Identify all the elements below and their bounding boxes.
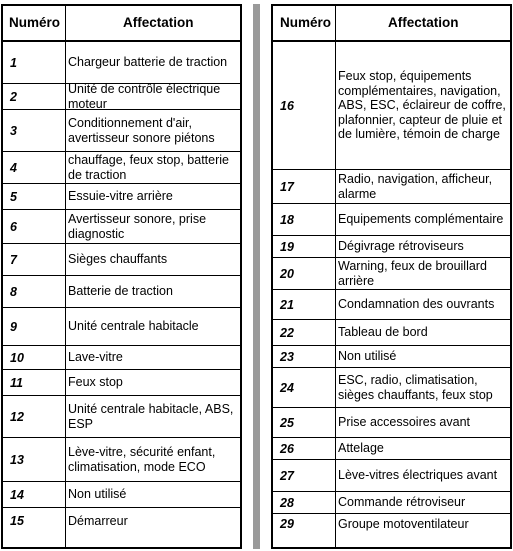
fuse-assignment: Feux stop, équipements complémentaires, navigation, ABS, ESC, éclaireur de coffre, plafonnier, capteur de pluie et de lumière, témoin de charge: [338, 69, 506, 142]
fuse-number: 25: [280, 415, 294, 430]
fuse-number: 27: [280, 468, 294, 483]
header-affectation: Affectation: [123, 15, 194, 30]
table-row: [273, 492, 510, 514]
table-row: [273, 290, 510, 320]
fuse-assignment: Non utilisé: [68, 487, 127, 502]
table-header: [273, 6, 510, 42]
table-row: [3, 276, 240, 308]
fuse-assignment: chauffage, feux stop, batterie de traction: [68, 153, 229, 182]
fuse-table-right: [271, 4, 512, 549]
table-row: [3, 370, 240, 396]
table-row: [3, 508, 240, 534]
fuse-number: 10: [10, 350, 24, 365]
table-row: [3, 152, 240, 184]
fuse-number: 23: [280, 349, 294, 364]
fuse-assignment: Feux stop: [68, 375, 123, 390]
fuse-assignment: Démarreur: [68, 513, 128, 528]
fuse-assignment: Groupe motoventilateur: [338, 516, 469, 531]
fuse-number: 13: [10, 452, 24, 467]
table-row: [273, 346, 510, 368]
fuse-number: 9: [10, 319, 17, 334]
fuse-assignment: Condamnation des ouvrants: [338, 297, 495, 312]
table-row: [273, 460, 510, 492]
fuse-assignment: Unité centrale habitacle, ABS, ESP: [68, 402, 234, 431]
fuse-assignment: Unité de contrôle électrique moteur: [68, 82, 221, 111]
table-row: [3, 308, 240, 346]
fuse-assignment: Equipements complémentaire: [338, 212, 504, 227]
fuse-assignment: Commande rétroviseur: [338, 495, 466, 510]
table-row: [273, 258, 510, 290]
table-row: [273, 514, 510, 534]
fuse-number: 5: [10, 189, 17, 204]
table-row: [273, 170, 510, 204]
fuse-assignment: Conditionnement d'air, avertisseur sonore piétons: [68, 116, 215, 145]
fuse-assignment: Dégivrage rétroviseurs: [338, 239, 464, 254]
table-row: [3, 42, 240, 84]
fuse-assignment: Chargeur batterie de traction: [68, 55, 228, 70]
fuse-assignment: Lève-vitre, sécurité enfant, climatisation, mode ECO: [68, 445, 216, 474]
fuse-assignment: Batterie de traction: [68, 284, 173, 299]
table-row: [3, 210, 240, 244]
header-numero: Numéro: [280, 15, 332, 30]
table-row: [3, 84, 240, 110]
table-row: [3, 244, 240, 276]
fuse-number: 28: [280, 495, 294, 510]
fuse-number: 22: [280, 325, 294, 340]
fuse-number: 7: [10, 252, 17, 267]
table-row: [3, 110, 240, 152]
table-row: [273, 204, 510, 236]
fuse-number: 3: [10, 123, 17, 138]
fuse-assignment: Sièges chauffants: [68, 252, 168, 267]
table-row: [3, 346, 240, 370]
fuse-number: 18: [280, 212, 294, 227]
fuse-number: 14: [10, 487, 24, 502]
fuse-number: 6: [10, 219, 17, 234]
fuse-number: 19: [280, 239, 294, 254]
table-row: [3, 184, 240, 210]
fuse-number: 26: [280, 441, 294, 456]
header-numero: Numéro: [9, 15, 61, 30]
fuse-assignment: Avertisseur sonore, prise diagnostic: [68, 212, 207, 241]
page-separator: [253, 4, 260, 549]
fuse-number: 24: [280, 380, 294, 395]
table-row: [273, 236, 510, 258]
fuse-assignment: Tableau de bord: [338, 325, 428, 340]
fuse-number: 21: [280, 297, 294, 312]
table-row: [3, 438, 240, 482]
fuse-assignment: Unité centrale habitacle: [68, 319, 199, 334]
fuse-number: 1: [10, 55, 17, 70]
fuse-number: 20: [280, 266, 294, 281]
fuse-number: 16: [280, 98, 294, 113]
fuse-assignment: Prise accessoires avant: [338, 415, 471, 430]
fuse-assignment: Lève-vitres électriques avant: [338, 468, 498, 483]
fuse-assignment: Attelage: [338, 441, 384, 456]
fuse-assignment: Non utilisé: [338, 349, 397, 364]
fuse-table-left: [1, 4, 242, 549]
fuse-number: 17: [280, 179, 294, 194]
fuse-number: 8: [10, 284, 17, 299]
table-row: [273, 320, 510, 346]
fuse-number: 2: [10, 89, 17, 104]
table-row: [273, 438, 510, 460]
table-header: [3, 6, 240, 42]
header-affectation: Affectation: [388, 15, 459, 30]
fuse-number: 12: [10, 409, 24, 424]
fuse-assignment: Essuie-vitre arrière: [68, 189, 173, 204]
fuse-assignment: Warning, feux de brouillard arrière: [338, 259, 487, 288]
fuse-assignment: ESC, radio, climatisation, sièges chauffants, feux stop: [338, 373, 493, 402]
fuse-assignment: Radio, navigation, afficheur, alarme: [338, 172, 493, 201]
table-row: [273, 408, 510, 438]
table-row: [273, 368, 510, 408]
fuse-number: 11: [10, 375, 23, 390]
fuse-number: 15: [10, 514, 24, 528]
table-row: [3, 482, 240, 508]
fuse-number: 4: [10, 160, 17, 175]
fuse-number: 29: [280, 517, 294, 531]
table-row: [3, 396, 240, 438]
table-row: [273, 42, 510, 170]
fuse-assignment: Lave-vitre: [68, 350, 123, 365]
